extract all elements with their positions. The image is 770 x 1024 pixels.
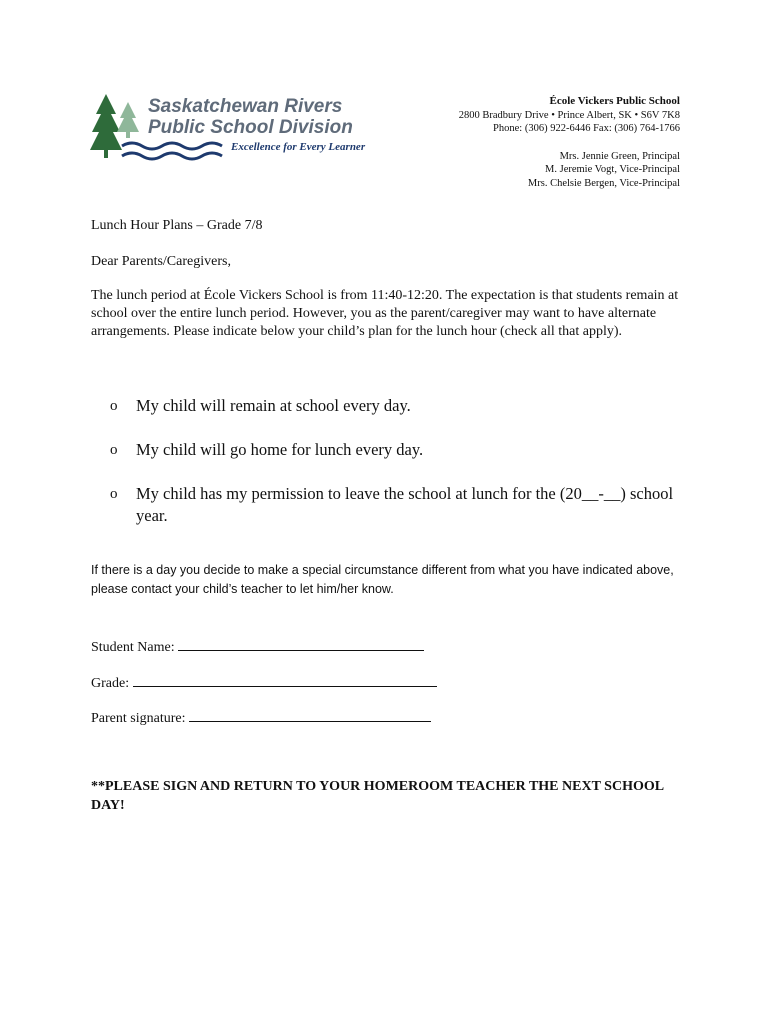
lunch-options-list: [110, 395, 690, 549]
return-instruction: **PLEASE SIGN AND RETURN TO YOUR HOMEROOM TEACHER THE NEXT SCHOOL DAY!: [91, 779, 664, 813]
option-leave-school[interactable]: [110, 483, 690, 527]
letter-greeting: Dear Parents/Caregivers,: [91, 254, 231, 269]
division-tagline: Excellence for Every Learner: [231, 141, 366, 153]
student-name-line[interactable]: [178, 636, 424, 651]
letter-title: Lunch Hour Plans – Grade 7/8: [91, 218, 263, 233]
staff-vice-principal-2: Mrs. Chelsie Bergen, Vice-Principal: [527, 177, 680, 189]
wave-icon: [120, 140, 230, 166]
parent-signature-field: [91, 707, 431, 727]
school-address: 2800 Bradbury Drive • Prince Albert, SK • S6V 7K8: [458, 109, 680, 121]
grade-label: Grade:: [91, 676, 133, 691]
parent-signature-line[interactable]: [189, 707, 431, 722]
option-label: My child will go home for lunch every day.: [136, 440, 424, 459]
parent-signature-label: Parent signature:: [91, 711, 189, 726]
division-name-line2: Public School Division: [148, 117, 353, 138]
division-logo: [86, 92, 376, 167]
student-name-label: Student Name:: [91, 640, 179, 655]
grade-field: [91, 672, 437, 692]
checkbox-bullet[interactable]: o: [110, 398, 118, 414]
option-label: My child has my permission to leave the school at lunch for the (20__-__) school year.: [136, 484, 674, 525]
school-phone-fax: Phone: (306) 922-6446 Fax: (306) 764-1766: [493, 123, 680, 134]
school-name: École Vickers Public School: [549, 95, 680, 107]
staff-vice-principal-1: M. Jeremie Vogt, Vice-Principal: [545, 164, 680, 175]
option-label: My child will remain at school every day.: [136, 396, 411, 415]
checkbox-bullet[interactable]: o: [110, 486, 118, 502]
division-name-line1: Saskatchewan Rivers: [148, 96, 343, 117]
option-remain-at-school[interactable]: [110, 395, 690, 417]
staff-principal: Mrs. Jennie Green, Principal: [559, 150, 680, 162]
checkbox-bullet[interactable]: o: [110, 442, 118, 458]
special-circumstance-note: If there is a day you decide to make a special circumstance different from what you have indicated above, please contact your child’s teacher to let him/her know.: [91, 563, 674, 596]
student-name-field: [91, 636, 424, 656]
letter-paragraph: The lunch period at École Vickers School is from 11:40-12:20. The expectation is that students remain at school over the entire lunch period. However, you as the parent/caregiver may want to have alternate arrangements. Please indicate below your child’s plan for the lunch hour (check all that apply).: [91, 288, 679, 339]
grade-line[interactable]: [133, 672, 437, 687]
option-go-home[interactable]: [110, 439, 690, 461]
school-contact-block: [459, 95, 680, 190]
